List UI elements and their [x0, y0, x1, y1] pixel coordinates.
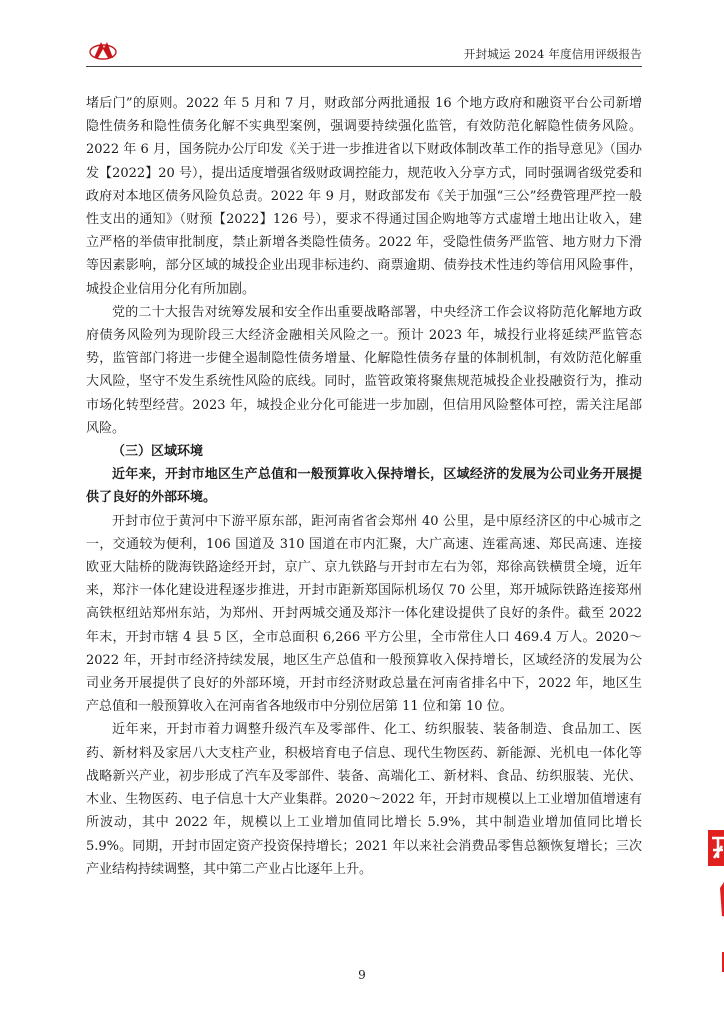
page-number: 9 — [358, 968, 366, 982]
paragraph: 开封市位于黄河中下游平原东部，距河南省省会郑州 40 公里，是中原经济区的中心城市之一，交通较为便利，106 国道及 310 国道在市内汇聚，大广高速、连霍高速、郑民高速、连接欧亚大陆桥的陇海铁路途经开封，京广、京九铁路与开封市左右为邻，郑徐高铁横贯全境，近年来，郑汴一体化建设进程逐步推进，开封市距新郑国际机场仅 70 公里，郑开城际铁路连接郑州高铁枢纽站郑州东站，为郑州、开封两城交通及郑汴一体化建设提供了良好的条件。截至 2022 年末，开封市辖 4 县 5 区，全市总面积 6,266 平方公里，全市常住人口 469.4 万人。2020～2022 年，开封市经济持续发展，地区生产总值和一般预算收入保持增长，区域经济的发展为公司业务开展提供了良好的外部环境，开封市经济财政总量在河南省排名中下，2022 年，地区生产总值和一般预算收入在河南省各地级市中分别位居第 11 位和第 10 位。 — [86, 513, 642, 715]
company-logo-icon — [88, 38, 118, 62]
section-heading: （三）区域环境 — [112, 444, 204, 460]
section-summary: 近年来，开封市地区生产总值和一般预算收入保持增长，区域经济的发展为公司业务开展提供了良好的外部环境。 — [86, 467, 642, 506]
paragraph: 近年来，开封市着力调整升级汽车及零部件、化工、纺织服装、装备制造、食品加工、医药、新材料及家居八大支柱产业，积极培育电子信息、现代生物医药、新能源、光机电一体化等战略新兴产业，初步形成了汽车及零部件、装备、高端化工、新材料、食品、纺织服装、光伏、木业、生物医药、电子信息十大产业集群。2020～2022 年，开封市规模以上工业增加值增速有所波动，其中 2022 年，规模以上工业增加值同比增长 5.9%，其中制造业增加值同比增长 5.9%。同期，开封市固定资产投资保持增长；2021 年以来社会消费品零售总额恢复增长；三次产业结构持续调整，其中第二产业占比逐年上升。 — [86, 722, 642, 877]
paragraph: 党的二十大报告对统筹发展和安全作出重要战略部署，中央经济工作会议将防范化解地方政府债务风险列为现阶段三大经济金融相关风险之一。预计 2023 年，城投行业将延续严监管态势，监管部门将进一步健全遏制隐性债务增量、化解隐性债务存量的体制机制，有效防范化解重大风险，坚守不发生系统性风险的底线。同时，监管政策将聚焦规范城投企业投融资行为，推动市场化转型经营。2023 年，城投企业分化可能进一步加剧，但信用风险整体可控，需关注尾部风险。 — [86, 304, 642, 436]
report-header-title: 开封城运 2024 年度信用评级报告 — [463, 47, 642, 61]
report-body — [86, 92, 642, 881]
header-divider — [86, 66, 642, 67]
red-seal-stamp-icon — [702, 828, 724, 978]
paragraph: 堵后门”的原则。2022 年 5 月和 7 月，财政部分两批通报 16 个地方政府和融资平台公司新增隐性债务和隐性债务化解不实典型案例，强调要持续强化监管，有效防范化解隐性债务风险。2022 年 6 月，国务院办公厅印发《关于进一步推进省以下财政体制改革工作的指导意见》（国办发【2022】20 号），提出适度增强省级财政调控能力，规范收入分享方式，同时强调省级党委和政府对本地区债务风险负总责。2022 年 9 月，财政部发布《关于加强“三公”经费管理严控一般性支出的通知》（财预【2022】126 号），要求不得通过国企购地等方式虚增土地出让收入，建立严格的举债审批制度，禁止新增各类隐性债务。2022 年，受隐性债务严监管、地方财力下滑等因素影响，部分区域的城投企业出现非标违约、商票逾期、债券技术性违约等信用风险事件，城投企业信用分化有所加剧。 — [86, 96, 642, 297]
